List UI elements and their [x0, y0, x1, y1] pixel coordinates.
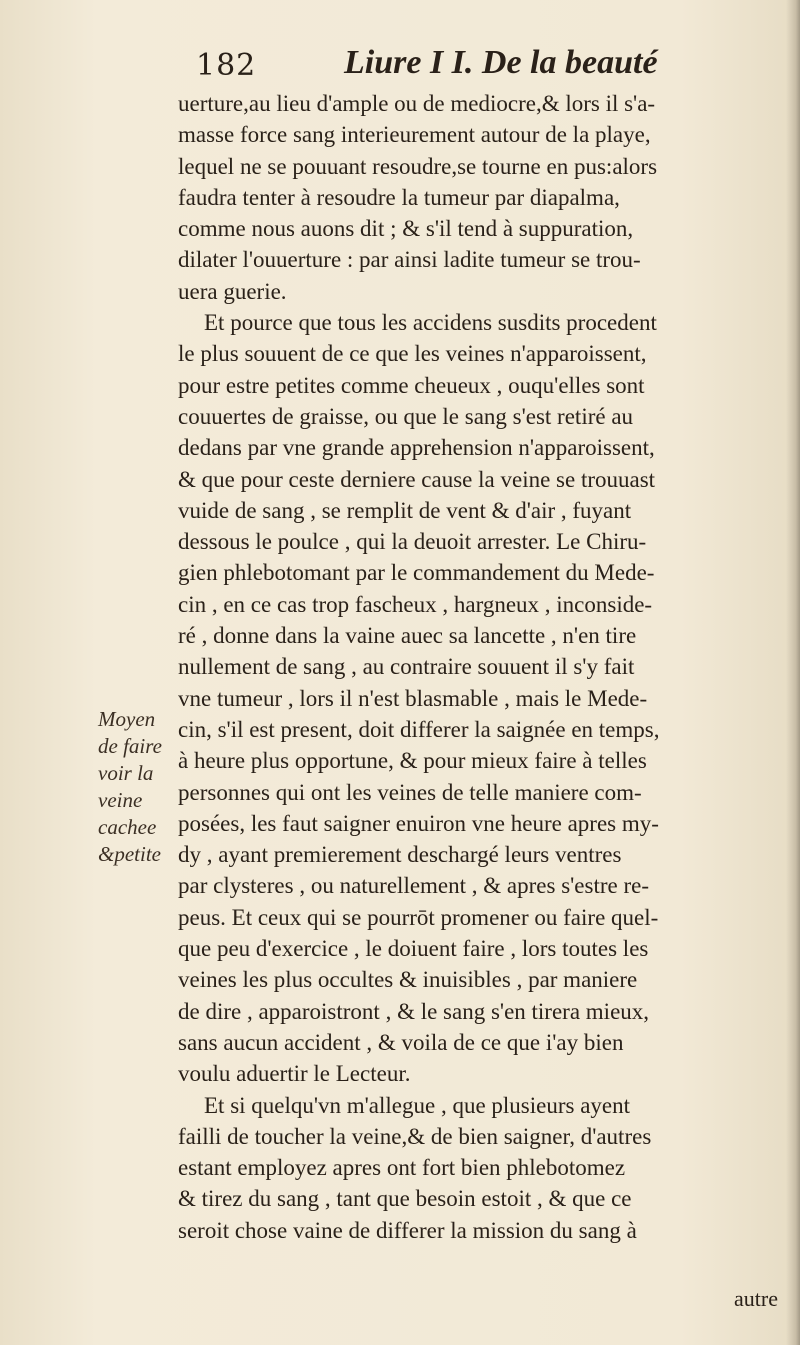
text-line: nullement de sang , au contraire souuent il s'y fait [178, 654, 635, 680]
text-line: Et si quelqu'vn m'allegue , que plusieurs ayent [204, 1092, 631, 1118]
text-line: dilater l'ouuerture : par ainsi ladite tumeur se trou- [178, 247, 641, 273]
text-line: dessous le poulce , qui la deuoit arrester. Le Chiru- [178, 529, 647, 555]
text-line: dedans par vne grande apprehension n'apparoissent, [178, 435, 655, 461]
text-line: faudra tenter à resoudre la tumeur par diapalma, [178, 184, 620, 210]
text-line: vuide de sang , se remplit de vent & d'air , fuyant [178, 497, 632, 523]
running-head: Liure I I. De la beauté [344, 44, 658, 81]
text-line: à heure plus opportune, & pour mieux faire à telles [178, 748, 647, 774]
text-line: pour estre petites comme cheueux , ouqu'elles sont [178, 372, 645, 398]
margin-note-line: veine [98, 788, 143, 812]
page-header [196, 44, 756, 92]
text-line: que peu d'exercice , le doiuent faire , lors toutes les [178, 936, 649, 962]
text-line: masse force sang interieurement autour de la playe, [178, 122, 651, 148]
text-line: le plus souuent de ce que les veines n'apparoissent, [178, 341, 647, 367]
margin-note [98, 706, 190, 868]
margin-note-line: voir la [98, 761, 154, 785]
text-line: veines les plus occultes & inuisibles , par maniere [178, 967, 638, 993]
text-line: dy , ayant premierement deschargé leurs ventres [178, 842, 622, 868]
margin-note-line: Moyen [98, 707, 156, 731]
text-line: failli de toucher la veine,& de bien saigner, d'autres [178, 1123, 652, 1149]
text-line: voulu aduertir le Lecteur. [178, 1061, 411, 1087]
text-line: par clysteres , ou naturellement , & apres s'estre re- [178, 873, 649, 899]
page-number: 182 [196, 48, 257, 83]
text-line: uerture,au lieu d'ample ou de mediocre,& lors il s'a- [178, 91, 656, 116]
text-line: & que pour ceste derniere cause la veine se trouuast [178, 466, 656, 492]
text-line: personnes qui ont les veines de telle maniere com- [178, 779, 642, 805]
text-line: seroit chose vaine de differer la mission du sang à [178, 1217, 637, 1243]
text-line: gien phlebotomant par le commandement du Mede- [178, 560, 655, 586]
body-text [178, 88, 790, 1246]
catchword: autre [734, 1286, 778, 1311]
text-line: uera guerie. [178, 278, 287, 304]
text-line: sans aucun accident , & voila de ce que i'ay bien [178, 1029, 624, 1055]
text-line: cin, s'il est present, doit differer la saignée en temps, [178, 716, 660, 742]
text-line: estant employez apres ont fort bien phlebotomez [178, 1155, 626, 1181]
margin-note-line: cachee [98, 815, 157, 839]
text-line: de dire , apparoistront , & le sang s'en tirera mieux, [178, 998, 650, 1024]
text-line: comme nous auons dit ; & s'il tend à suppuration, [178, 216, 634, 242]
text-line: couuertes de graisse, ou que le sang s'est retiré au [178, 403, 634, 429]
text-line: peus. Et ceux qui se pourrōt promener ou faire quel- [178, 904, 659, 930]
text-line: cin , en ce cas trop fascheux , hargneux , inconside- [178, 591, 653, 617]
text-line: & tirez du sang , tant que besoin estoit , & que ce [178, 1186, 632, 1212]
text-line: lequel ne se pouuant resoudre,se tourne en pus:alors [178, 153, 658, 179]
text-line: ré , donne dans la vaine auec sa lancette , n'en tire [178, 623, 637, 649]
margin-note-line: de faire [98, 734, 162, 758]
text-line: posées, les faut saigner enuiron vne heure apres my- [178, 810, 659, 836]
text-line: Et pource que tous les accidens susdits procedent [204, 310, 657, 336]
text-line: vne tumeur , lors il n'est blasmable , mais le Mede- [178, 685, 648, 711]
margin-note-line: &petite [98, 842, 161, 866]
